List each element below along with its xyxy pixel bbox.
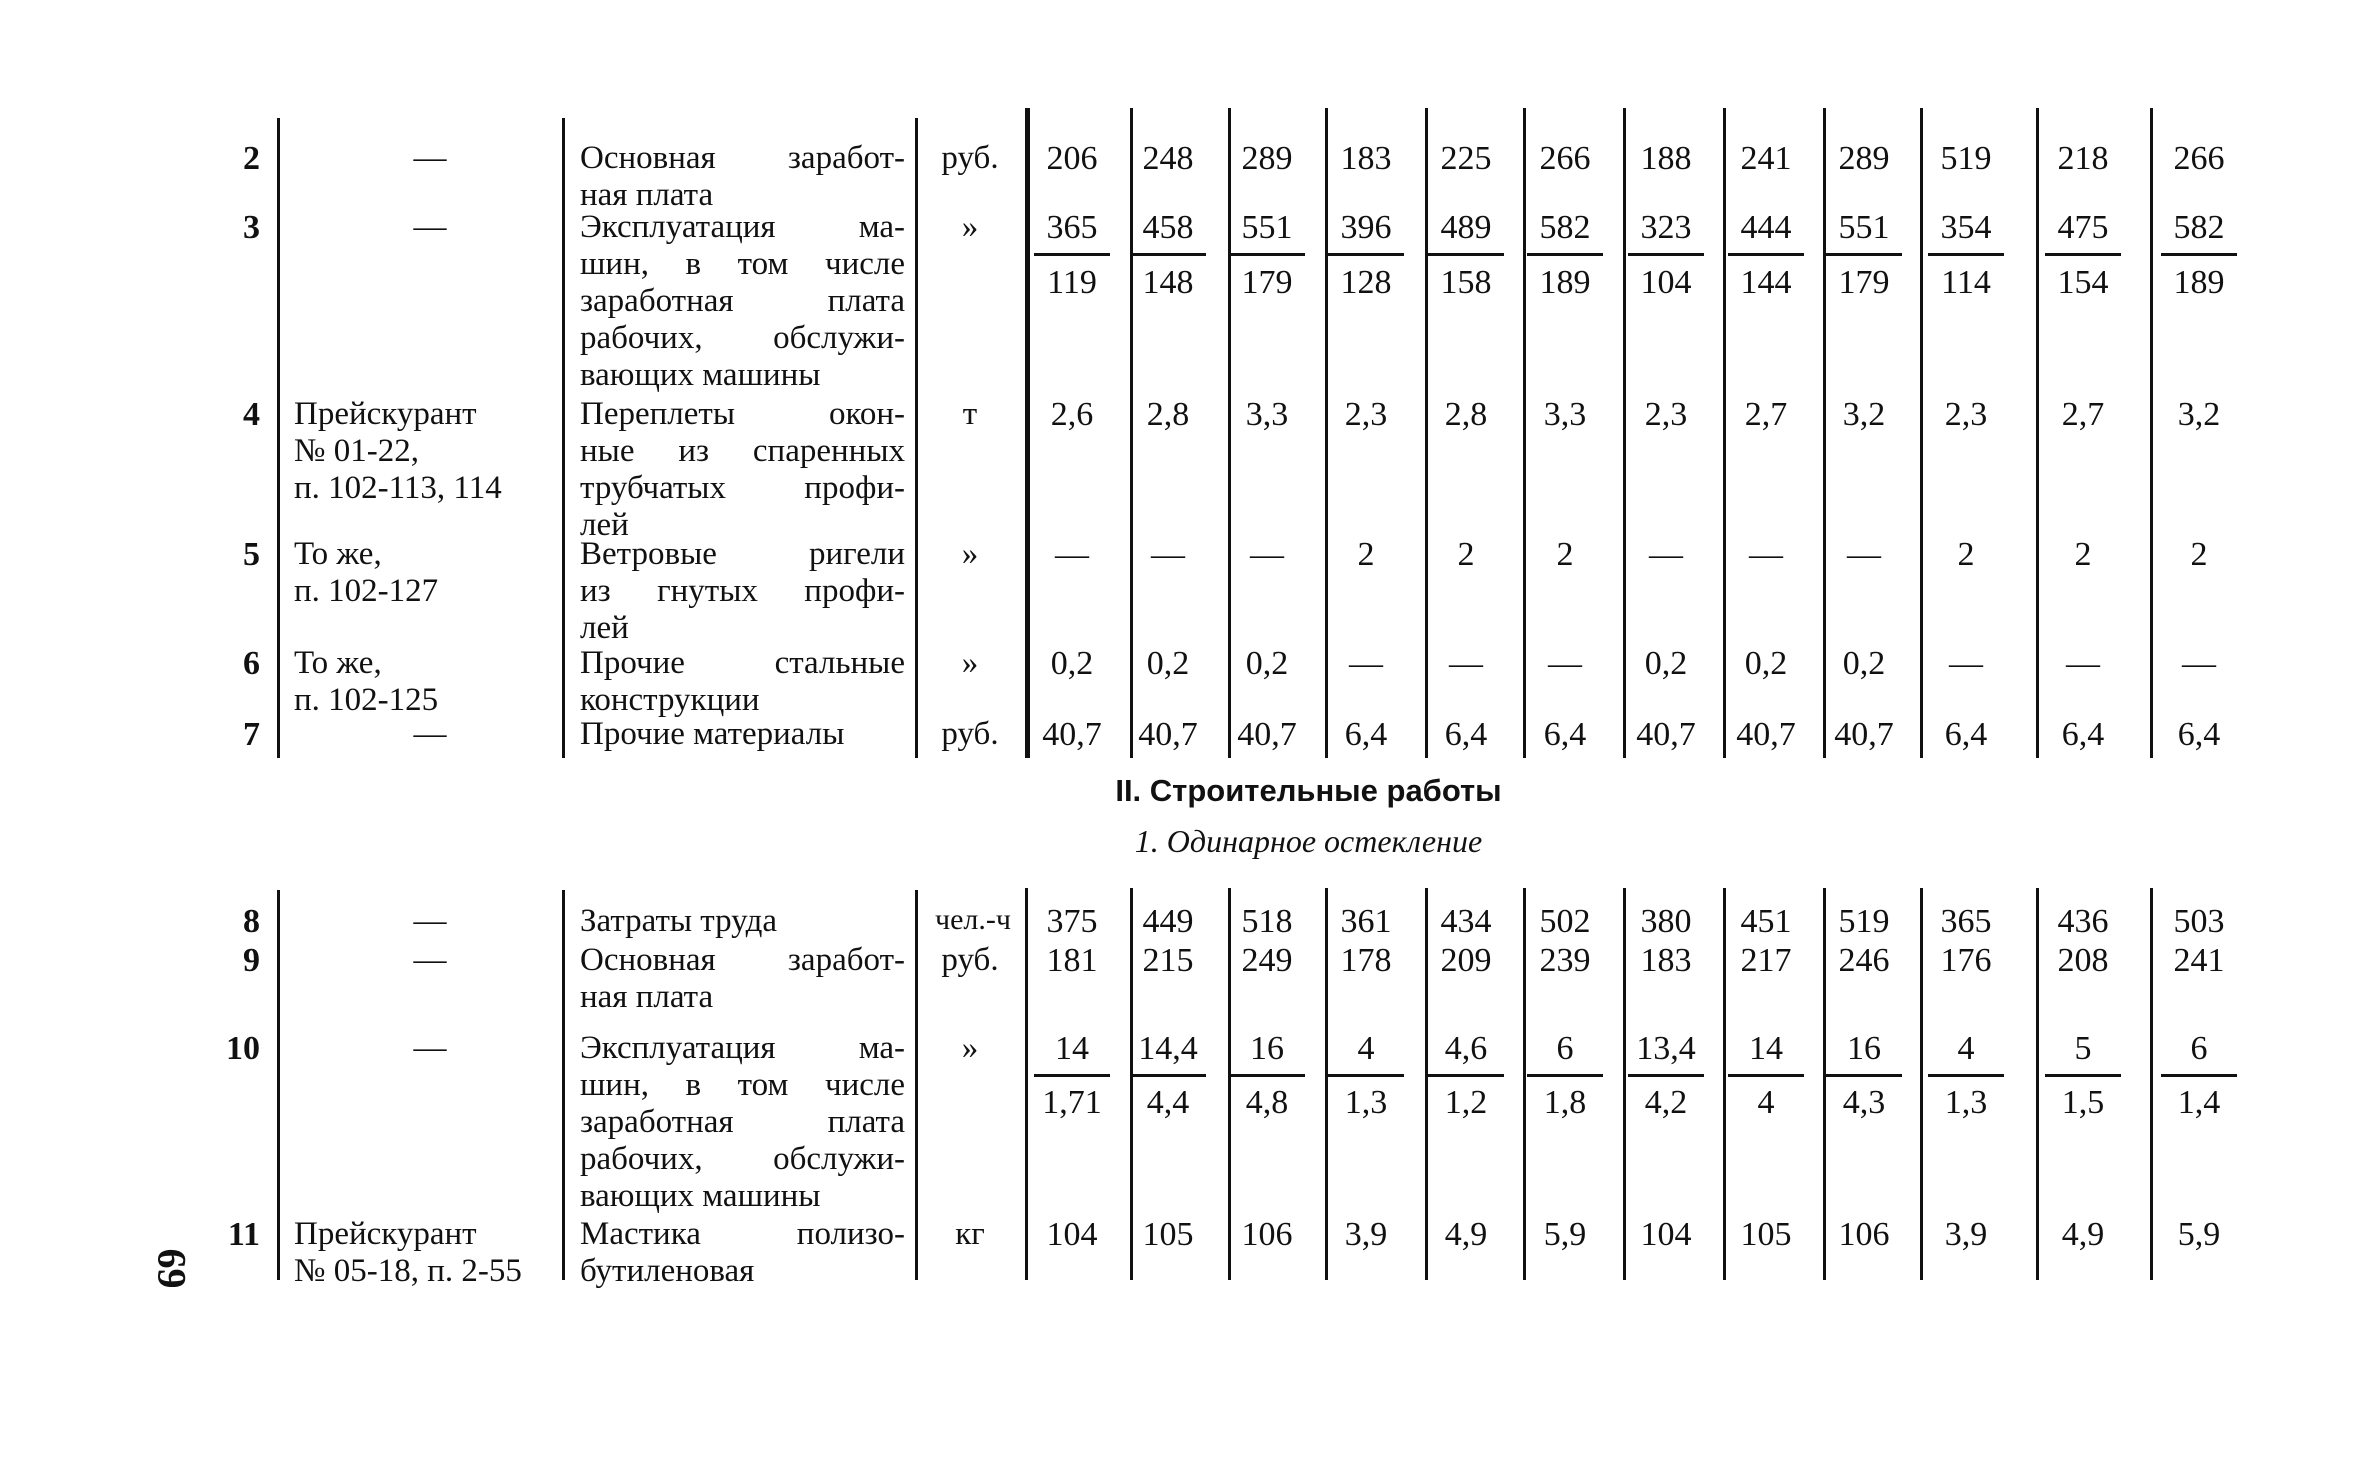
value-cell: 183: [1340, 140, 1392, 177]
work-name-line: Основная заработ-: [580, 942, 905, 978]
unit-cell: »: [961, 536, 979, 572]
fraction-bar: [1328, 253, 1404, 256]
source-line: п. 102-125: [294, 682, 439, 718]
fraction-denominator: 1,3: [1944, 1084, 1988, 1121]
fraction-numerator: 4,6: [1444, 1030, 1488, 1067]
unit-cell: руб.: [941, 140, 999, 176]
source-line: № 01-22,: [294, 433, 419, 469]
value-cell: —: [1548, 645, 1582, 682]
value-divider: [1130, 888, 1133, 1280]
value-cell: 6,4: [2061, 716, 2105, 753]
value-cell: 519: [1838, 903, 1890, 940]
value-divider: [1025, 888, 1028, 1280]
work-name-line: Ветровые ригели: [580, 536, 905, 572]
row-number: 3: [243, 209, 260, 246]
value-cell: 2: [1357, 536, 1375, 573]
value-divider: [1723, 108, 1726, 758]
work-name-line: ные из спаренных: [580, 433, 905, 469]
value-cell: 208: [2057, 942, 2109, 979]
fraction-denominator: 148: [1142, 264, 1194, 301]
fraction-denominator: 119: [1047, 264, 1097, 301]
value-cell: 4,9: [1444, 1216, 1488, 1253]
fraction-denominator: 104: [1640, 264, 1692, 301]
work-name-line: лей: [580, 610, 629, 646]
value-cell: 105: [1142, 1216, 1194, 1253]
fraction-bar: [1428, 1074, 1504, 1077]
value-cell: 266: [1539, 140, 1591, 177]
value-divider: [1523, 108, 1526, 758]
fraction-denominator: 4,2: [1644, 1084, 1688, 1121]
table-divider: [277, 890, 280, 1280]
fraction-bar: [1826, 253, 1902, 256]
fraction-bar: [2161, 253, 2237, 256]
unit-cell: кг: [955, 1216, 985, 1252]
fraction-numerator: 14: [1055, 1030, 1089, 1067]
value-cell: 518: [1241, 903, 1293, 940]
fraction-numerator: 6: [2190, 1030, 2208, 1067]
value-cell: 2,7: [2061, 396, 2105, 433]
table-divider: [562, 118, 565, 758]
value-cell: 5,9: [2177, 1216, 2221, 1253]
unit-cell: »: [961, 645, 979, 681]
value-cell: 183: [1640, 942, 1692, 979]
fraction-bar: [1728, 253, 1804, 256]
work-name-line: рабочих, обслужи-: [580, 320, 905, 356]
fraction-denominator: 154: [2057, 264, 2109, 301]
row-number: 10: [226, 1030, 260, 1067]
fraction-bar: [1628, 253, 1704, 256]
value-divider: [1130, 108, 1133, 758]
value-cell: 2,3: [1644, 396, 1688, 433]
value-cell: 106: [1241, 1216, 1293, 1253]
fraction-bar: [1928, 253, 2004, 256]
value-cell: —: [1250, 536, 1284, 573]
value-cell: 0,2: [1744, 645, 1788, 682]
fraction-numerator: 551: [1838, 209, 1890, 246]
fraction-numerator: 14: [1749, 1030, 1783, 1067]
fraction-bar: [1928, 1074, 2004, 1077]
fraction-numerator: 16: [1250, 1030, 1284, 1067]
value-divider: [2150, 108, 2153, 758]
value-cell: 519: [1940, 140, 1992, 177]
value-cell: —: [1847, 536, 1881, 573]
value-cell: 375: [1046, 903, 1098, 940]
value-cell: 105: [1740, 1216, 1792, 1253]
row-number: 11: [227, 1216, 260, 1253]
source-line: —: [413, 942, 447, 978]
fraction-denominator: 179: [1838, 264, 1890, 301]
value-cell: 502: [1539, 903, 1591, 940]
value-cell: 40,7: [1736, 716, 1796, 753]
value-cell: 449: [1142, 903, 1194, 940]
table-divider: [277, 118, 280, 758]
value-cell: 503: [2173, 903, 2225, 940]
value-divider: [1228, 108, 1231, 758]
value-cell: 40,7: [1138, 716, 1198, 753]
value-cell: 6,4: [1944, 716, 1988, 753]
fraction-bar: [1728, 1074, 1804, 1077]
fraction-denominator: 4,8: [1245, 1084, 1289, 1121]
fraction-numerator: 354: [1940, 209, 1992, 246]
fraction-denominator: 114: [1941, 264, 1991, 301]
fraction-numerator: 13,4: [1636, 1030, 1696, 1067]
value-cell: 434: [1440, 903, 1492, 940]
fraction-denominator: 4,3: [1842, 1084, 1886, 1121]
value-cell: 436: [2057, 903, 2109, 940]
value-cell: —: [1749, 536, 1783, 573]
work-name-line: Эксплуатация ма-: [580, 1030, 905, 1066]
source-line: —: [413, 140, 447, 176]
value-cell: 40,7: [1237, 716, 1297, 753]
source-line: —: [413, 716, 447, 752]
work-name-line: шин, в том числе: [580, 246, 905, 282]
fraction-numerator: 475: [2057, 209, 2109, 246]
value-cell: —: [1449, 645, 1483, 682]
source-line: —: [413, 1030, 447, 1066]
value-cell: 6,4: [1344, 716, 1388, 753]
fraction-numerator: 444: [1740, 209, 1792, 246]
value-divider: [1325, 888, 1328, 1280]
value-cell: 241: [2173, 942, 2225, 979]
value-divider: [2036, 888, 2039, 1280]
row-number: 4: [243, 396, 260, 433]
value-cell: 380: [1640, 903, 1692, 940]
unit-cell: чел.-ч: [935, 903, 1011, 936]
value-cell: 40,7: [1636, 716, 1696, 753]
value-cell: 218: [2057, 140, 2109, 177]
unit-cell: »: [961, 1030, 979, 1066]
value-cell: 3,9: [1944, 1216, 1988, 1253]
value-cell: 2: [1556, 536, 1574, 573]
value-cell: 246: [1838, 942, 1890, 979]
fraction-bar: [1628, 1074, 1704, 1077]
value-divider: [1228, 888, 1231, 1280]
value-cell: —: [2066, 645, 2100, 682]
value-cell: 209: [1440, 942, 1492, 979]
value-divider: [1027, 108, 1030, 758]
value-cell: 217: [1740, 942, 1792, 979]
value-cell: 361: [1340, 903, 1392, 940]
fraction-denominator: 4: [1757, 1084, 1775, 1121]
value-cell: 2,3: [1944, 396, 1988, 433]
fraction-bar: [1527, 253, 1603, 256]
subsection-title: 1. Одинарное остекление: [1134, 823, 1483, 859]
fraction-denominator: 1,71: [1042, 1084, 1102, 1121]
value-cell: 106: [1838, 1216, 1890, 1253]
section-title: II. Строительные работы: [1115, 773, 1502, 808]
fraction-bar: [1130, 253, 1206, 256]
fraction-denominator: 144: [1740, 264, 1792, 301]
work-name-line: Прочие материалы: [580, 716, 845, 752]
row-number: 9: [243, 942, 260, 979]
work-name-line: вающих машины: [580, 357, 821, 393]
value-cell: 176: [1940, 942, 1992, 979]
value-divider: [1325, 108, 1328, 758]
value-cell: 188: [1640, 140, 1692, 177]
row-number: 7: [243, 716, 260, 753]
value-cell: 178: [1340, 942, 1392, 979]
value-divider: [1823, 888, 1826, 1280]
source-line: п. 102-127: [294, 573, 439, 609]
value-divider: [1723, 888, 1726, 1280]
fraction-denominator: 4,4: [1146, 1084, 1190, 1121]
fraction-denominator: 179: [1241, 264, 1293, 301]
value-cell: 4,9: [2061, 1216, 2105, 1253]
fraction-numerator: 6: [1556, 1030, 1574, 1067]
value-cell: 451: [1740, 903, 1792, 940]
value-cell: 40,7: [1834, 716, 1894, 753]
value-cell: 40,7: [1042, 716, 1102, 753]
work-name-line: из гнутых профи-: [580, 573, 905, 609]
value-cell: 5,9: [1543, 1216, 1587, 1253]
source-line: № 05-18, п. 2-55: [294, 1253, 522, 1289]
value-cell: 266: [2173, 140, 2225, 177]
value-cell: 181: [1046, 942, 1098, 979]
page-number: 69: [149, 1248, 195, 1289]
value-cell: 0,2: [1050, 645, 1094, 682]
value-cell: —: [1055, 536, 1089, 573]
work-name-line: Затраты труда: [580, 903, 778, 939]
value-cell: 2,8: [1444, 396, 1488, 433]
value-divider: [2150, 888, 2153, 1280]
value-cell: 239: [1539, 942, 1591, 979]
fraction-bar: [1428, 253, 1504, 256]
row-number: 6: [243, 645, 260, 682]
work-name-line: лей: [580, 507, 629, 543]
value-cell: 6,4: [2177, 716, 2221, 753]
value-cell: 225: [1440, 140, 1492, 177]
work-name-line: Мастика полизо-: [580, 1216, 905, 1252]
value-divider: [1623, 108, 1626, 758]
value-cell: 0,2: [1842, 645, 1886, 682]
work-name-line: заработная плата: [580, 1104, 905, 1140]
row-number: 8: [243, 903, 260, 940]
fraction-denominator: 189: [2173, 264, 2225, 301]
fraction-numerator: 16: [1847, 1030, 1881, 1067]
fraction-denominator: 1,3: [1344, 1084, 1388, 1121]
value-cell: 2: [2190, 536, 2208, 573]
source-line: Прейскурант: [294, 396, 477, 432]
value-cell: 206: [1046, 140, 1098, 177]
source-line: Прейскурант: [294, 1216, 477, 1252]
work-name-line: вающих машины: [580, 1178, 821, 1214]
fraction-denominator: 189: [1539, 264, 1591, 301]
value-cell: —: [1649, 536, 1683, 573]
work-name-line: Переплеты окон-: [580, 396, 905, 432]
value-cell: 2: [1957, 536, 1975, 573]
fraction-numerator: 323: [1640, 209, 1692, 246]
value-cell: —: [2182, 645, 2216, 682]
value-divider: [1523, 888, 1526, 1280]
fraction-numerator: 582: [2173, 209, 2225, 246]
value-cell: 3,3: [1543, 396, 1587, 433]
work-name-line: ная плата: [580, 177, 714, 213]
value-cell: 3,2: [2177, 396, 2221, 433]
fraction-bar: [1229, 1074, 1305, 1077]
value-cell: 3,2: [1842, 396, 1886, 433]
value-cell: 104: [1640, 1216, 1692, 1253]
work-name-line: трубчатых профи-: [580, 470, 905, 506]
value-cell: 365: [1940, 903, 1992, 940]
value-cell: 2,7: [1744, 396, 1788, 433]
source-line: —: [413, 209, 447, 245]
fraction-numerator: 489: [1440, 209, 1492, 246]
fraction-numerator: 5: [2074, 1030, 2092, 1067]
fraction-denominator: 1,2: [1444, 1084, 1488, 1121]
value-cell: 2,3: [1344, 396, 1388, 433]
value-cell: 215: [1142, 942, 1194, 979]
value-cell: 3,9: [1344, 1216, 1388, 1253]
value-cell: 6,4: [1444, 716, 1488, 753]
value-divider: [1425, 108, 1428, 758]
fraction-bar: [1034, 1074, 1110, 1077]
fraction-numerator: 365: [1046, 209, 1098, 246]
fraction-numerator: 458: [1142, 209, 1194, 246]
fraction-bar: [2161, 1074, 2237, 1077]
fraction-numerator: 582: [1539, 209, 1591, 246]
unit-cell: руб.: [941, 942, 999, 978]
value-cell: 2,6: [1050, 396, 1094, 433]
value-cell: 0,2: [1146, 645, 1190, 682]
table-divider: [562, 890, 565, 1280]
table-divider: [915, 118, 918, 758]
unit-cell: »: [961, 209, 979, 245]
work-name-line: рабочих, обслужи-: [580, 1141, 905, 1177]
value-divider: [1920, 108, 1923, 758]
fraction-bar: [1826, 1074, 1902, 1077]
value-cell: 248: [1142, 140, 1194, 177]
fraction-denominator: 158: [1440, 264, 1492, 301]
value-cell: 2,8: [1146, 396, 1190, 433]
work-name-line: Прочие стальные: [580, 645, 905, 681]
value-divider: [1425, 888, 1428, 1280]
fraction-numerator: 551: [1241, 209, 1293, 246]
fraction-numerator: 396: [1340, 209, 1392, 246]
fraction-bar: [2045, 253, 2121, 256]
value-divider: [1623, 888, 1626, 1280]
fraction-denominator: 128: [1340, 264, 1392, 301]
value-cell: 289: [1838, 140, 1890, 177]
value-cell: 241: [1740, 140, 1792, 177]
value-cell: 3,3: [1245, 396, 1289, 433]
value-cell: 6,4: [1543, 716, 1587, 753]
work-name-line: заработная плата: [580, 283, 905, 319]
row-number: 2: [243, 140, 260, 177]
value-divider: [2036, 108, 2039, 758]
work-name-line: шин, в том числе: [580, 1067, 905, 1103]
fraction-bar: [1527, 1074, 1603, 1077]
fraction-numerator: 4: [1357, 1030, 1375, 1067]
fraction-bar: [1034, 253, 1110, 256]
value-cell: 2: [1457, 536, 1475, 573]
value-cell: 2: [2074, 536, 2092, 573]
unit-cell: руб.: [941, 716, 999, 752]
unit-cell: т: [962, 396, 978, 432]
fraction-numerator: 4: [1957, 1030, 1975, 1067]
fraction-bar: [1130, 1074, 1206, 1077]
work-name-line: Эксплуатация ма-: [580, 209, 905, 245]
value-divider: [1823, 108, 1826, 758]
fraction-bar: [1229, 253, 1305, 256]
fraction-denominator: 1,5: [2061, 1084, 2105, 1121]
row-number: 5: [243, 536, 260, 573]
work-name-line: бутиленовая: [580, 1253, 755, 1289]
source-line: п. 102-113, 114: [294, 470, 502, 506]
fraction-bar: [1328, 1074, 1404, 1077]
fraction-bar: [2045, 1074, 2121, 1077]
value-cell: 0,2: [1644, 645, 1688, 682]
work-name-line: конструкции: [580, 682, 760, 718]
value-divider: [1920, 888, 1923, 1280]
work-name-line: ная плата: [580, 979, 714, 1015]
value-cell: 289: [1241, 140, 1293, 177]
source-line: —: [413, 903, 447, 939]
value-cell: 249: [1241, 942, 1293, 979]
work-name-line: Основная заработ-: [580, 140, 905, 176]
value-cell: —: [1151, 536, 1185, 573]
source-line: То же,: [294, 645, 382, 681]
value-cell: —: [1949, 645, 1983, 682]
source-line: То же,: [294, 536, 382, 572]
fraction-numerator: 14,4: [1138, 1030, 1198, 1067]
fraction-denominator: 1,8: [1543, 1084, 1587, 1121]
value-cell: —: [1349, 645, 1383, 682]
value-cell: 104: [1046, 1216, 1098, 1253]
fraction-denominator: 1,4: [2177, 1084, 2221, 1121]
table-divider: [915, 890, 918, 1280]
value-cell: 0,2: [1245, 645, 1289, 682]
